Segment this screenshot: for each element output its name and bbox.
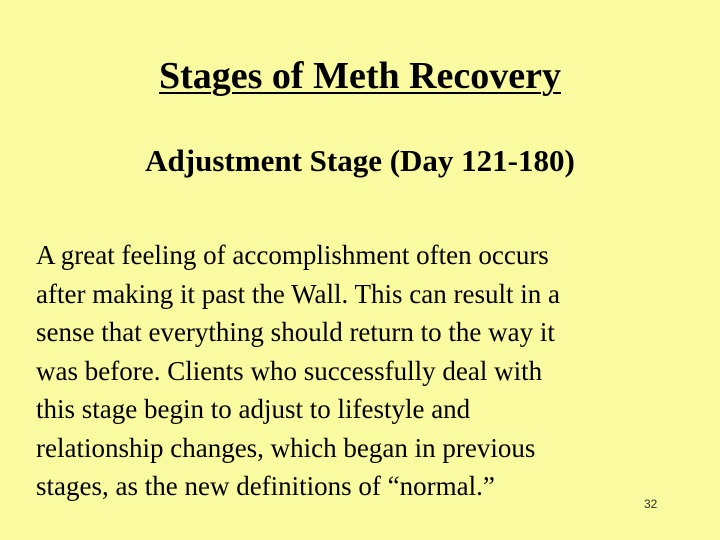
body-line: sense that everything should return to the way it — [36, 317, 555, 347]
slide-subtitle: Adjustment Stage (Day 121-180) — [145, 143, 575, 178]
body-line: this stage begin to adjust to lifestyle and — [36, 394, 471, 424]
body-line: was before. Clients who successfully deal with — [36, 355, 543, 386]
body-line: after making it past the Wall. This can result in a — [36, 278, 560, 309]
page-number: 32 — [644, 497, 658, 511]
slide-title: Stages of Meth Recovery — [158, 55, 562, 97]
body-line: A great feeling of accomplishment often occurs — [36, 240, 549, 270]
body-line: stages, as the new definitions of “normal.” — [36, 471, 495, 501]
body-line: relationship changes, which began in previous — [36, 432, 536, 463]
slide-body-text — [36, 236, 696, 506]
